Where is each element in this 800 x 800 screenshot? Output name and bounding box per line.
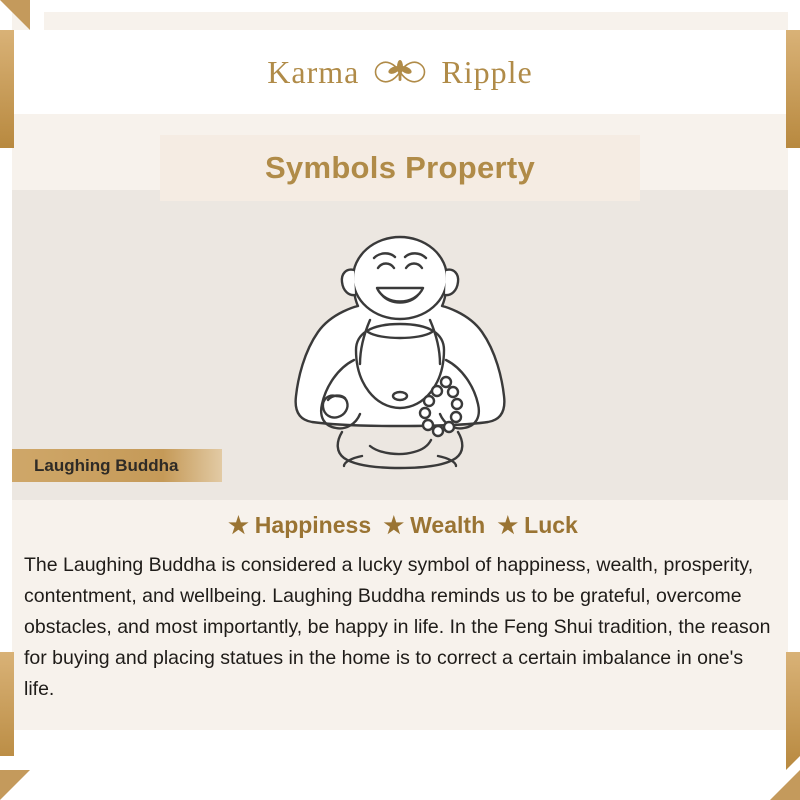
star-icon-2: ★	[383, 512, 405, 538]
hero-label-text: Laughing Buddha	[34, 455, 179, 475]
brand-header	[0, 30, 800, 114]
star-icon-1: ★	[228, 512, 249, 538]
gold-accent-left-bottom	[0, 652, 14, 770]
gold-accent-right-bottom	[786, 652, 800, 770]
brand-logo	[267, 53, 532, 91]
keyword-luck: Luck	[524, 512, 578, 538]
keyword-wealth: Wealth	[410, 512, 486, 538]
keyword-row	[0, 512, 800, 539]
title-band	[160, 135, 640, 201]
keyword-happiness: Happiness	[254, 512, 372, 538]
description-paragraph: The Laughing Buddha is considered a lucky symbol of happiness, wealth, prosperity, contentment, and wellbeing. Laughing Buddha reminds us to be grateful, overcome obstacles, and most importantly, be happy in life. In the Feng Shui tradition, the reason for buying and placing statues in the home is to correct a certain imbalance in one's life.	[24, 554, 771, 700]
lotus-infinity-icon	[365, 53, 435, 91]
page-title: Symbols Property	[264, 150, 536, 185]
star-icon-3: ★	[497, 512, 519, 538]
corner-bottom-right-gold	[770, 770, 800, 800]
frame-edge-bottom	[0, 788, 800, 800]
brand-name-left: Karma	[267, 53, 360, 90]
laughing-buddha-icon	[250, 200, 550, 500]
frame-edge-top	[0, 0, 800, 12]
corner-top-left-gold	[0, 0, 30, 30]
gold-accent-left-top	[0, 30, 14, 148]
brand-name-right: Ripple	[441, 53, 533, 90]
corner-bottom-left-gold	[0, 770, 30, 800]
bottom-white-strip	[12, 730, 788, 788]
gold-accent-right-top	[786, 30, 800, 148]
hero-label-ribbon	[12, 449, 222, 482]
